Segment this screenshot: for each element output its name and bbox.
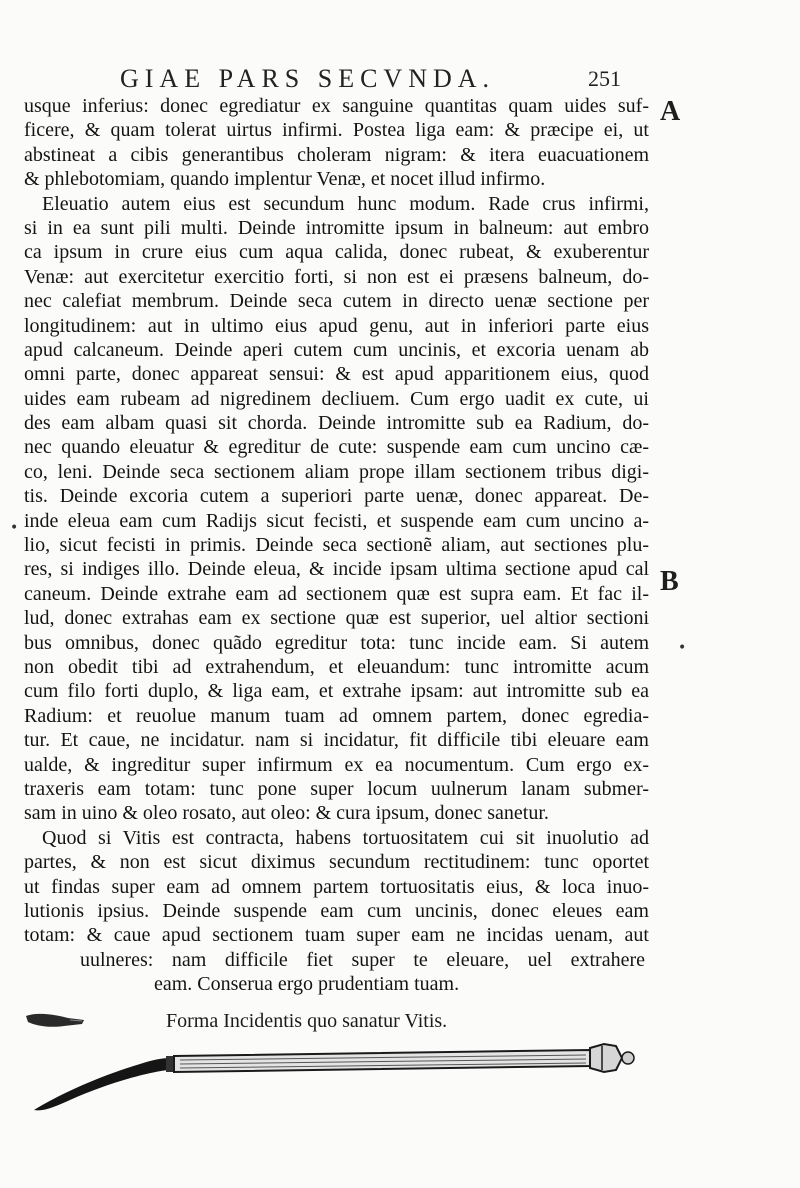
small-lancet-illustration [24,1010,88,1032]
text-line: uides eam rubeam ad nigredinem decliuem. Cum ergo uadit ex cute, ui [24,387,649,410]
text-line: partes, & non est sicut diximus secundum rectitudinem: tunc oportet [24,851,649,874]
text-line: apud calcaneum. Deinde aperi cutem cum uncinis, et excoria uenam ab [24,338,649,361]
running-title: GIAE PARS SECVNDA. [120,64,496,93]
page-number: 251 [588,66,621,91]
text-line: eam. Conserua ergo prudentiam tuam. [154,973,460,996]
text-line: lio, sicut fecisti in primis. Deinde seca sectionẽ aliam, aut sectiones plu- [24,534,649,557]
text-line: Radium: et reuolue manum tuam ad omnem partem, donec egredia- [24,704,649,727]
text-line: lud, donec extrahas eam ex sectione quæ est superior, uel altior sectioni [24,607,649,630]
text-line: tis. Deinde excoria cutem a superiori parte uenæ, donec appareat. De- [24,485,649,508]
text-line: usque inferius: donec egrediatur ex sanguine quantitas quam uides suf- [24,95,649,117]
paragraph-start-line: Eleuatio autem eius est secundum hunc modum. Rade crus infirmi, [42,192,649,215]
margin-mark: • [678,640,687,656]
text-line: traxeris eam totam: tunc pone super locum uulnerum lanam submer- [24,777,649,800]
text-line: non obedit tibi ad extrahendum, et eleuandum: tunc intromitte acum [24,655,649,678]
text-line: Venæ: aut exercitetur exercitio forti, si non est ei præsens balneum, do- [24,265,649,288]
text-line: totam: & caue apud sectionem tuam super eam ne incidas uenam, aut [24,924,649,947]
text-line: res, si indiges illo. Deinde eleua, & incide ipsam ultima sectione apud cal [24,558,649,581]
margin-letter-a: A [660,96,681,127]
text-line: caneum. Deinde extrahe eam ad sectionem quæ est supra eam. Et fac il- [24,582,649,605]
text-line: co, leni. Deinde seca sectionem aliam prope illam sectionem tribus digi- [24,460,649,483]
text-line: ca ipsum in crure eius cum aqua calida, donec rubeat, & exuberentur [24,241,649,264]
text-line: lutionis ipsius. Deinde suspende eam cum uncinis, donec eleues eam [24,899,649,922]
text-line: des eam albam quasi sit chorda. Deinde intromitte sub ea Radium, do- [24,412,649,435]
body-text [24,94,649,996]
paragraph-start-line: Quod si Vitis est contracta, habens tortuositatem cui sit inuolutio ad [42,826,649,849]
text-line: longitudinem: aut in ultimo eius apud genu, aut in inferiori parte eius [24,314,649,337]
margin-letter-b: B [660,566,679,597]
text-line: sam in uino & oleo rosato, aut oleo: & cura ipsum, donec sanetur. [24,802,549,825]
text-line: bus omnibus, donec quãdo egreditur tota: tunc incide eam. Si autem [24,631,649,654]
text-line: nec calefiat membrum. Deinde seca cutem in directo uenæ sectione per [24,290,649,313]
text-line: ualde, & ingreditur super infirmum ex ea nocumentum. Cum ergo ex- [24,753,649,776]
text-line: ut findas super eam ad omnem partem tortuositatis eius, & loca inuo- [24,875,649,898]
margin-mark: • [10,520,19,536]
text-line: inde eleua eam cum Radijs sicut fecisti, et suspende eam cum uncino a- [24,509,649,532]
figure-caption: Forma Incidentis quo sanatur Vitis. [166,1010,448,1032]
text-line: uulneres: nam difficile fiet super te eleuare, uel extrahere [80,948,645,971]
text-line: abstineat a cibis generantibus choleram nigram: & itera euacuationem [24,143,649,166]
text-line: cum filo forti duplo, & liga eam, et extrahe ipsam: aut intromitte sub ea [24,680,649,703]
text-line: & phlebotomiam, quando implentur Venæ, et nocet illud infirmo. [24,168,546,191]
text-line: nec quando eleuatur & egreditur de cute: suspende eam cum uncino cæ- [24,436,649,459]
incision-knife-illustration [30,1036,640,1116]
text-line: omni parte, donec appareat sensui: & est apud apparitionem eius, quod [24,363,649,386]
text-line: si in ea sunt pili multi. Deinde intromitte ipsum in balneum: aut embro [24,216,649,239]
text-line: ficere, & quam tolerat uirtus infirmi. Postea liga eam: & præcipe ei, ut [24,119,649,142]
text-line: tur. Et caue, ne incidatur. nam si incidatur, fit difficile tibi eleuare eam [24,729,649,752]
